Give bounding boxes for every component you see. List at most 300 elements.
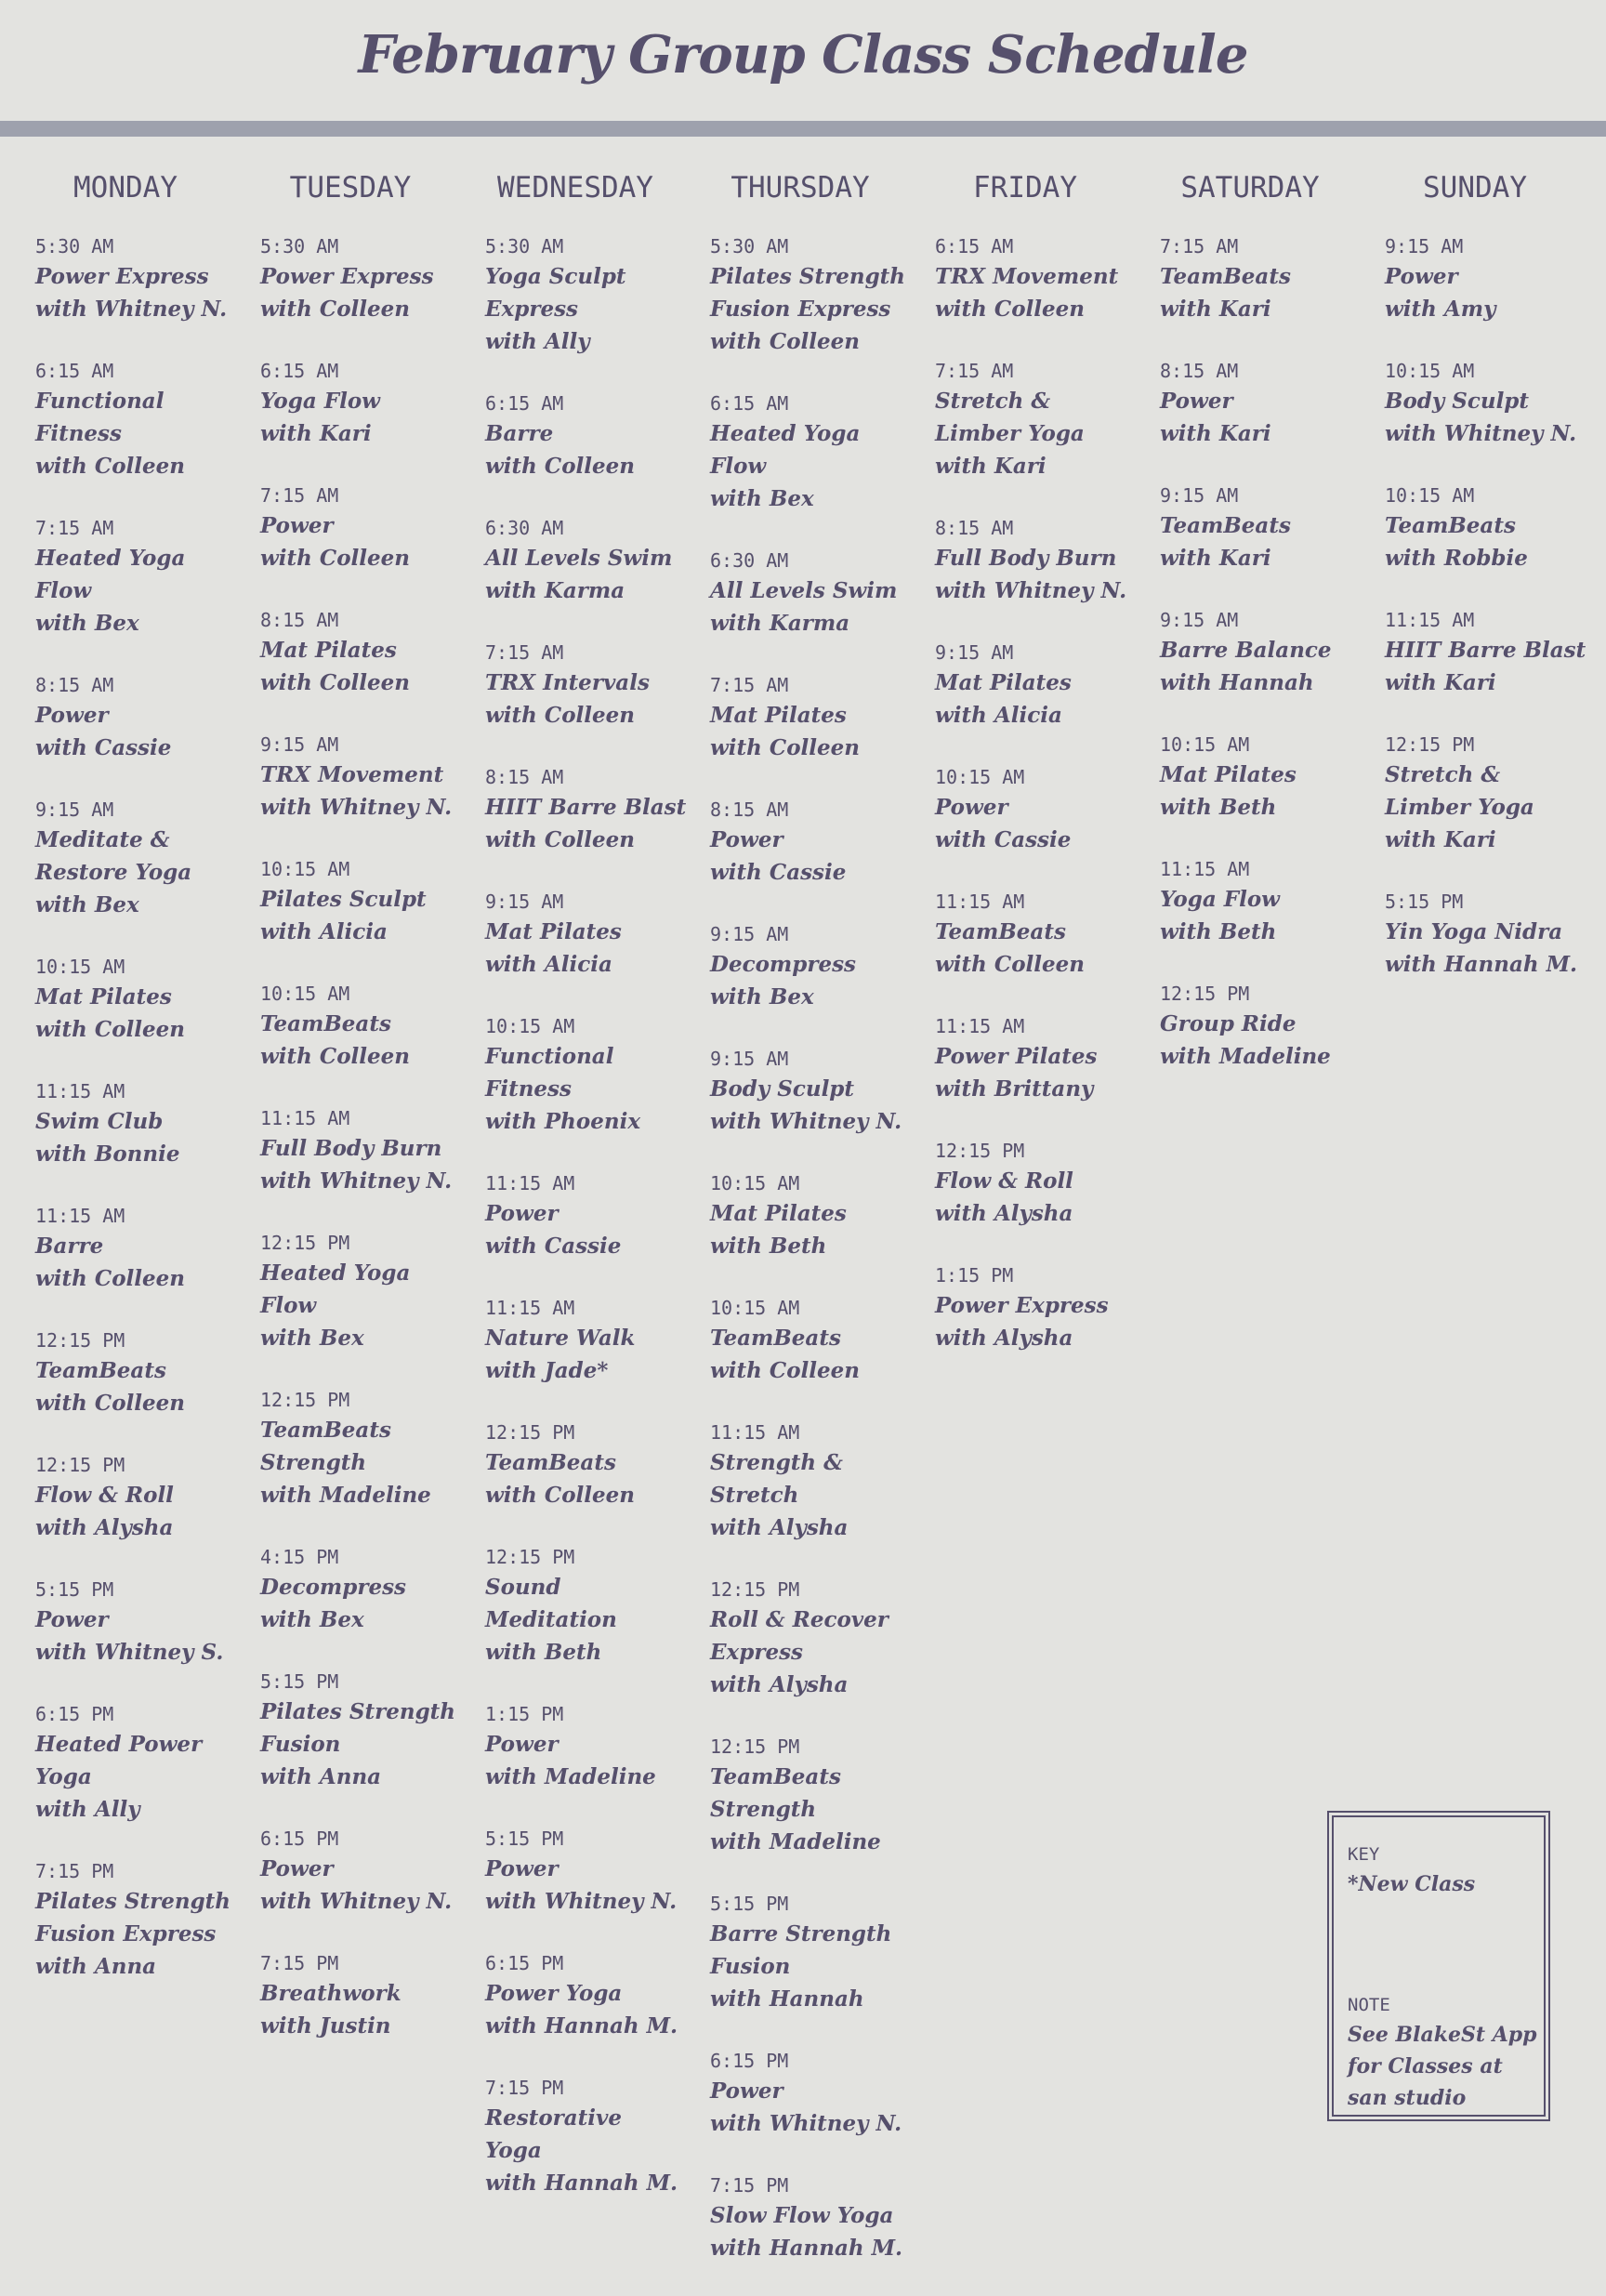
class-time: 9:15 AM <box>260 733 339 756</box>
class-instructor: with Colleen <box>485 1483 635 1508</box>
class-instructor: with Colleen <box>260 670 410 695</box>
class-name: TeamBeats <box>710 1326 841 1351</box>
class-instructor: with Kari <box>935 454 1047 479</box>
class-name: Mat Pilates <box>935 670 1072 695</box>
class-instructor: with Bex <box>35 611 139 636</box>
class-time: 4:15 PM <box>260 1546 339 1568</box>
class-name: Mat Pilates <box>35 984 172 1009</box>
class-instructor: with Whitney S. <box>35 1640 224 1665</box>
class-name: Yoga Sculpt Express <box>485 264 626 322</box>
class-name: Restorative Yoga <box>485 2105 623 2163</box>
class-name: TeamBeats Strength <box>260 1418 391 1475</box>
class-entry <box>260 482 463 574</box>
day-column-monday <box>13 164 238 2296</box>
class-time: 6:15 PM <box>485 1952 564 1974</box>
class-name: Functional Fitness <box>485 1044 614 1102</box>
class-instructor: with Colleen <box>260 297 410 322</box>
class-name: Power Express <box>935 1293 1109 1318</box>
class-entry <box>485 2074 688 2199</box>
class-entry <box>935 639 1138 732</box>
class-time: 7:15 AM <box>710 674 789 696</box>
class-entry <box>485 389 688 482</box>
class-entry <box>35 1576 238 1669</box>
class-entry <box>710 1890 913 2015</box>
class-time: 12:15 PM <box>260 1232 350 1254</box>
class-entry <box>260 1949 463 2042</box>
class-instructor: with Bonnie <box>35 1141 180 1167</box>
class-time: 10:15 AM <box>35 956 125 978</box>
class-entry <box>1385 482 1587 574</box>
day-column-friday <box>913 164 1138 2296</box>
class-name: Body Sculpt <box>1385 389 1530 414</box>
class-time: 6:15 PM <box>260 1828 339 1850</box>
class-instructor: with Ally <box>485 329 590 354</box>
class-time: 11:15 AM <box>35 1205 125 1227</box>
class-instructor: with Alicia <box>485 952 612 977</box>
class-time: 12:15 PM <box>35 1454 125 1476</box>
class-name: TeamBeats <box>1385 513 1516 538</box>
day-column-tuesday <box>238 164 463 2296</box>
class-time: 7:15 AM <box>260 484 339 507</box>
class-name: Power Express <box>35 264 209 289</box>
class-name: Power <box>485 1856 559 1881</box>
class-instructor: with Whitney N. <box>485 1889 678 1914</box>
class-name: Yoga Flow <box>1160 887 1280 912</box>
class-entry <box>260 1825 463 1918</box>
class-time: 11:15 AM <box>935 891 1025 913</box>
class-name: Pilates Sculpt <box>260 887 427 912</box>
class-time: 11:15 AM <box>1160 858 1250 880</box>
note-text: See BlakeSt App for Classes at san studio <box>1348 2023 1537 2110</box>
class-time: 5:15 PM <box>710 1893 789 1915</box>
class-list <box>1362 212 1587 981</box>
class-name: Slow Flow Yoga <box>710 2203 894 2228</box>
class-time: 12:15 PM <box>710 1735 800 1758</box>
class-time: 8:15 AM <box>35 674 114 696</box>
class-time: 9:15 AM <box>485 891 564 913</box>
class-instructor: with Colleen <box>35 1017 185 1042</box>
class-instructor: with Madeline <box>485 1764 656 1789</box>
class-instructor: with Colleen <box>260 1044 410 1069</box>
class-time: 12:15 PM <box>485 1546 575 1568</box>
class-entry <box>1160 855 1362 948</box>
class-name: Barre Strength Fusion <box>710 1921 892 1979</box>
class-entry <box>485 1949 688 2042</box>
class-entry <box>485 1419 688 1511</box>
class-name: Power <box>935 795 1008 820</box>
class-entry <box>935 232 1138 325</box>
class-entry <box>1385 606 1587 699</box>
class-instructor: with Beth <box>1160 795 1277 820</box>
class-instructor: with Cassie <box>935 827 1072 852</box>
class-time: 6:15 AM <box>485 392 564 415</box>
class-name: Meditate & Restore Yoga <box>35 827 192 885</box>
class-entry <box>260 731 463 824</box>
class-instructor: with Colleen <box>260 546 410 571</box>
class-name: Power <box>485 1201 559 1226</box>
class-entry <box>710 1294 913 1387</box>
class-entry <box>260 1386 463 1511</box>
class-name: Full Body Burn <box>935 546 1117 571</box>
key-text: *New Class <box>1348 1872 1476 1896</box>
class-instructor: with Justin <box>260 2013 391 2039</box>
class-entry <box>485 1294 688 1387</box>
class-time: 12:15 PM <box>485 1421 575 1444</box>
class-instructor: with Brittany <box>935 1076 1094 1102</box>
class-time: 5:30 AM <box>710 235 789 257</box>
class-entry <box>1160 357 1362 450</box>
class-name: Power Pilates <box>935 1044 1098 1069</box>
key-label: KEY <box>1348 1844 1380 1865</box>
class-entry <box>1160 980 1362 1073</box>
class-instructor: with Bex <box>35 892 139 917</box>
class-entry <box>1385 888 1587 981</box>
class-name: TRX Intervals <box>485 670 650 695</box>
class-time: 8:15 AM <box>710 798 789 821</box>
class-entry <box>35 357 238 482</box>
class-time: 10:15 AM <box>260 858 350 880</box>
class-instructor: with Bex <box>260 1607 364 1632</box>
class-name: Power <box>260 513 334 538</box>
class-entry <box>1160 482 1362 574</box>
class-time: 11:15 AM <box>485 1172 575 1194</box>
class-entry <box>485 514 688 607</box>
class-entry <box>35 1202 238 1295</box>
class-time: 6:15 AM <box>35 360 114 382</box>
class-instructor: with Whitney N. <box>260 1889 453 1914</box>
class-instructor: with Kari <box>260 421 372 446</box>
class-instructor: with Madeline <box>710 1829 881 1854</box>
class-time: 12:15 PM <box>35 1329 125 1352</box>
class-instructor: with Kari <box>1160 546 1271 571</box>
class-instructor: with Ally <box>35 1797 140 1822</box>
class-entry <box>710 1733 913 1858</box>
class-list <box>688 212 913 2264</box>
class-instructor: with Madeline <box>260 1483 431 1508</box>
class-time: 11:15 AM <box>1385 609 1475 631</box>
class-name: Body Sculpt <box>710 1076 855 1102</box>
class-instructor: with Robbie <box>1385 546 1528 571</box>
class-name: Power <box>35 1607 109 1632</box>
class-instructor: with Cassie <box>710 860 847 885</box>
page-title: February Group Class Schedule <box>358 24 1248 86</box>
class-name: Functional Fitness <box>35 389 165 446</box>
class-entry <box>710 1576 913 1701</box>
class-time: 5:15 PM <box>485 1828 564 1850</box>
class-time: 12:15 PM <box>1385 733 1475 756</box>
class-instructor: with Jade* <box>485 1358 609 1383</box>
class-entry <box>1160 731 1362 824</box>
class-name: Full Body Burn <box>260 1136 442 1161</box>
class-name: Barre Balance <box>1160 638 1332 663</box>
class-instructor: with Colleen <box>485 703 635 728</box>
class-time: 12:15 PM <box>710 1578 800 1601</box>
class-instructor: with Kari <box>1385 670 1496 695</box>
class-time: 10:15 AM <box>1385 360 1475 382</box>
class-entry <box>710 547 913 640</box>
class-list <box>1138 212 1362 1073</box>
class-name: Mat Pilates <box>1160 762 1297 787</box>
class-time: 11:15 AM <box>935 1015 1025 1037</box>
class-name: Heated Yoga Flow <box>260 1260 411 1318</box>
day-heading: THURSDAY <box>731 171 870 205</box>
class-instructor: with Cassie <box>485 1234 622 1259</box>
class-entry <box>260 1229 463 1354</box>
class-name: TeamBeats <box>935 919 1066 944</box>
day-heading: SATURDAY <box>1180 171 1320 205</box>
class-name: Barre <box>485 421 554 446</box>
class-time: 1:15 PM <box>935 1264 1014 1287</box>
class-instructor: with Colleen <box>935 952 1085 977</box>
day-heading: MONDAY <box>73 171 178 205</box>
class-instructor: with Colleen <box>35 1266 185 1291</box>
class-time: 12:15 PM <box>260 1389 350 1411</box>
class-entry <box>1385 357 1587 450</box>
class-instructor: with Whitney N. <box>260 795 453 820</box>
class-entry <box>260 1543 463 1636</box>
class-time: 5:15 PM <box>260 1670 339 1693</box>
class-time: 5:30 AM <box>35 235 114 257</box>
class-name: Swim Club <box>35 1109 164 1134</box>
class-name: Barre <box>35 1234 104 1259</box>
day-column-thursday <box>688 164 913 2296</box>
class-time: 5:30 AM <box>260 235 339 257</box>
class-name: Heated Power Yoga <box>35 1732 203 1789</box>
class-name: All Levels Swim <box>710 578 898 603</box>
class-instructor: with Alysha <box>935 1201 1073 1226</box>
class-time: 7:15 AM <box>485 641 564 664</box>
class-instructor: with Colleen <box>710 735 860 760</box>
class-name: Decompress <box>710 952 856 977</box>
class-entry <box>710 2047 913 2140</box>
class-entry <box>35 1700 238 1826</box>
class-time: 10:15 AM <box>485 1015 575 1037</box>
class-time: 9:15 AM <box>710 1048 789 1070</box>
class-time: 6:15 PM <box>35 1703 114 1725</box>
class-name: TeamBeats <box>1160 264 1291 289</box>
class-name: Power Yoga <box>485 1981 623 2006</box>
class-instructor: with Colleen <box>710 1358 860 1383</box>
class-instructor: with Colleen <box>710 329 860 354</box>
class-name: TeamBeats <box>260 1011 391 1036</box>
class-time: 1:15 PM <box>485 1703 564 1725</box>
class-entry <box>35 671 238 764</box>
class-name: Power Express <box>260 264 434 289</box>
class-list <box>463 212 688 2199</box>
class-entry <box>710 2171 913 2264</box>
class-name: Roll & Recover Express <box>710 1607 889 1665</box>
class-time: 8:15 AM <box>935 517 1014 539</box>
class-name: Power <box>710 2078 783 2104</box>
class-time: 5:15 PM <box>35 1578 114 1601</box>
class-instructor: with Beth <box>1160 919 1277 944</box>
class-entry <box>935 357 1138 482</box>
class-name: Power <box>485 1732 559 1757</box>
class-instructor: with Hannah M. <box>485 2171 678 2196</box>
class-time: 11:15 AM <box>485 1297 575 1319</box>
class-time: 6:30 AM <box>485 517 564 539</box>
class-time: 12:15 PM <box>935 1140 1025 1162</box>
class-time: 10:15 AM <box>935 766 1025 788</box>
class-entry <box>710 920 913 1013</box>
class-entry <box>35 1857 238 1983</box>
class-instructor: with Kari <box>1160 297 1271 322</box>
class-time: 10:15 AM <box>710 1172 800 1194</box>
class-name: Flow & Roll <box>35 1483 174 1508</box>
class-instructor: with Phoenix <box>485 1109 641 1134</box>
day-heading: SUNDAY <box>1423 171 1527 205</box>
class-name: Pilates Strength Fusion <box>260 1699 456 1757</box>
class-time: 6:15 AM <box>935 235 1014 257</box>
class-instructor: with Alicia <box>935 703 1062 728</box>
class-entry <box>260 980 463 1073</box>
class-instructor: with Karma <box>485 578 625 603</box>
class-entry <box>935 888 1138 981</box>
class-instructor: with Alysha <box>35 1515 174 1540</box>
class-name: Heated Yoga Flow <box>710 421 861 479</box>
class-entry <box>935 1012 1138 1105</box>
class-entry <box>485 888 688 981</box>
class-name: Power <box>35 703 109 728</box>
class-name: Heated Yoga Flow <box>35 546 186 603</box>
class-name: Yin Yoga Nidra <box>1385 919 1563 944</box>
class-name: Power <box>1385 264 1458 289</box>
class-entry <box>35 953 238 1046</box>
class-name: TeamBeats <box>485 1450 616 1475</box>
class-entry <box>35 514 238 640</box>
class-time: 11:15 AM <box>260 1107 350 1129</box>
class-time: 6:30 AM <box>710 549 789 572</box>
day-heading: WEDNESDAY <box>497 171 653 205</box>
class-time: 9:15 AM <box>710 923 789 945</box>
class-time: 9:15 AM <box>1160 609 1239 631</box>
class-instructor: with Beth <box>485 1640 602 1665</box>
class-instructor: with Whitney N. <box>935 578 1127 603</box>
day-heading: FRIDAY <box>973 171 1077 205</box>
class-entry <box>710 1045 913 1138</box>
class-time: 9:15 AM <box>1385 235 1464 257</box>
class-name: Power <box>710 827 783 852</box>
class-entry <box>935 1137 1138 1230</box>
class-time: 6:15 AM <box>710 392 789 415</box>
class-instructor: with Cassie <box>35 735 172 760</box>
class-instructor: with Hannah <box>1160 670 1314 695</box>
class-time: 9:15 AM <box>935 641 1014 664</box>
class-entry <box>260 357 463 450</box>
class-name: Nature Walk <box>485 1326 636 1351</box>
class-name: Sound Meditation <box>485 1575 617 1632</box>
class-time: 7:15 PM <box>710 2174 789 2197</box>
class-instructor: with Hannah M. <box>1385 952 1578 977</box>
header-divider <box>0 121 1606 137</box>
class-entry <box>710 796 913 889</box>
class-entry <box>1160 232 1362 325</box>
class-entry <box>710 671 913 764</box>
class-name: TRX Movement <box>260 762 444 787</box>
class-name: TeamBeats Strength <box>710 1764 841 1822</box>
class-entry <box>710 1419 913 1544</box>
class-instructor: with Colleen <box>485 454 635 479</box>
note-label: NOTE <box>1348 1995 1390 2015</box>
class-instructor: with Alicia <box>260 919 388 944</box>
class-entry <box>710 389 913 515</box>
class-entry <box>485 1169 688 1262</box>
class-time: 7:15 AM <box>935 360 1014 382</box>
class-time: 9:15 AM <box>1160 484 1239 507</box>
class-entry <box>260 1104 463 1197</box>
class-instructor: with Kari <box>1385 827 1496 852</box>
class-name: HIIT Barre Blast <box>1385 638 1586 663</box>
day-column-wednesday <box>463 164 688 2296</box>
class-name: Pilates Strength Fusion Express <box>710 264 906 322</box>
class-time: 8:15 AM <box>485 766 564 788</box>
class-time: 11:15 AM <box>35 1080 125 1102</box>
class-instructor: with Colleen <box>35 454 185 479</box>
class-instructor: with Hannah M. <box>710 2236 903 2261</box>
class-name: HIIT Barre Blast <box>485 795 687 820</box>
class-name: Flow & Roll <box>935 1168 1073 1194</box>
class-instructor: with Whitney N. <box>710 2111 902 2136</box>
class-name: Mat Pilates <box>485 919 622 944</box>
class-instructor: with Madeline <box>1160 1044 1331 1069</box>
class-instructor: with Hannah M. <box>485 2013 678 2039</box>
class-instructor: with Whitney N. <box>260 1168 453 1194</box>
class-name: Decompress <box>260 1575 406 1600</box>
class-entry <box>485 1700 688 1793</box>
class-instructor: with Amy <box>1385 297 1496 322</box>
class-time: 10:15 AM <box>710 1297 800 1319</box>
class-time: 10:15 AM <box>1385 484 1475 507</box>
class-name: TRX Movement <box>935 264 1119 289</box>
class-entry <box>1385 731 1587 856</box>
class-entry <box>35 796 238 921</box>
class-entry <box>1385 232 1587 325</box>
class-entry <box>35 232 238 325</box>
class-list <box>13 212 238 1983</box>
class-instructor: with Whitney N. <box>1385 421 1577 446</box>
class-entry <box>485 232 688 358</box>
class-entry <box>485 763 688 856</box>
class-instructor: with Colleen <box>35 1391 185 1416</box>
class-entry <box>260 855 463 948</box>
class-time: 8:15 AM <box>260 609 339 631</box>
class-entry <box>35 1451 238 1544</box>
class-entry <box>1160 606 1362 699</box>
class-instructor: with Anna <box>260 1764 382 1789</box>
class-name: Power <box>1160 389 1233 414</box>
key-box <box>1327 1811 1550 2121</box>
class-name: Group Ride <box>1160 1011 1297 1036</box>
class-name: Power <box>260 1856 334 1881</box>
class-time: 6:15 AM <box>260 360 339 382</box>
class-instructor: with Karma <box>710 611 850 636</box>
class-entry <box>260 1668 463 1793</box>
class-name: Pilates Strength Fusion Express <box>35 1889 231 1946</box>
class-name: Strength & Stretch <box>710 1450 843 1508</box>
class-entry <box>485 1825 688 1918</box>
class-entry <box>485 1543 688 1669</box>
class-name: Mat Pilates <box>710 703 847 728</box>
class-time: 7:15 PM <box>260 1952 339 1974</box>
class-entry <box>710 232 913 358</box>
class-time: 7:15 AM <box>1160 235 1239 257</box>
class-instructor: with Bex <box>710 984 814 1009</box>
class-entry <box>35 1326 238 1419</box>
class-time: 5:30 AM <box>485 235 564 257</box>
class-time: 9:15 AM <box>35 798 114 821</box>
class-name: Mat Pilates <box>710 1201 847 1226</box>
class-entry <box>35 1077 238 1170</box>
